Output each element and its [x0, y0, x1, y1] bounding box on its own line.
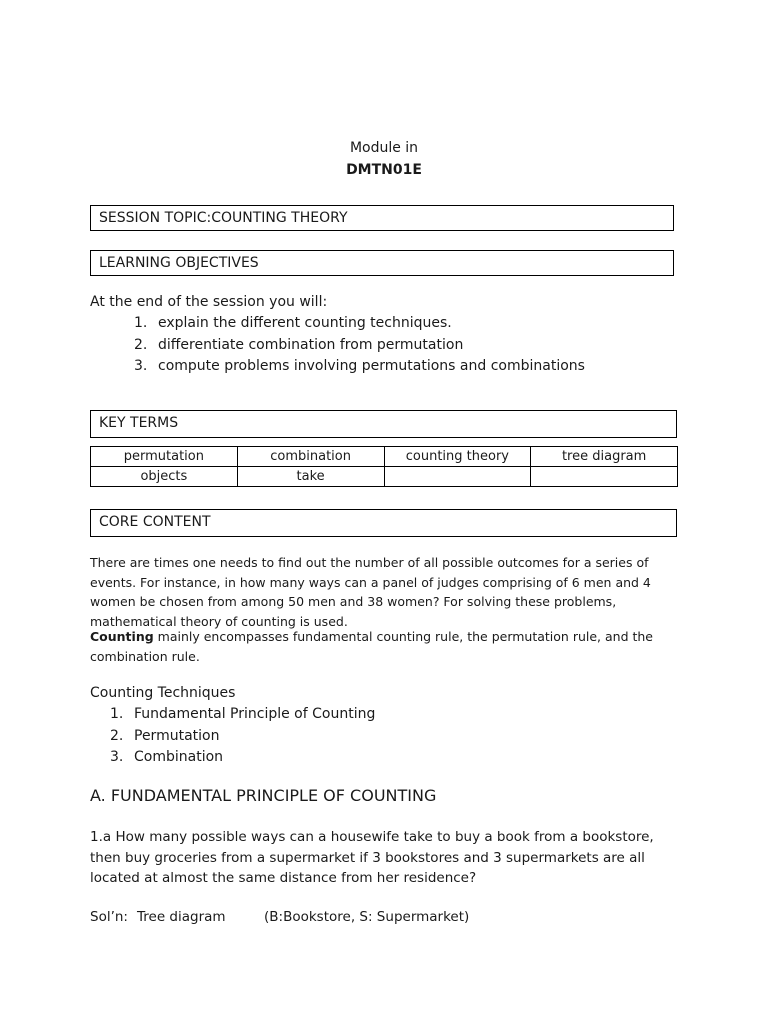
key-terms-table: [90, 446, 678, 487]
techniques-list: [110, 704, 375, 769]
core-paragraph-1: There are times one needs to find out the number of all possible outcomes for a series of events. For instance, in how many ways can a panel of judges comprising of 6 men and 4 women be chosen from among 50 men and 38 women? For solving these problems, mathematical theory of counting is used.: [90, 555, 651, 629]
list-number: 3.: [110, 749, 124, 765]
course-code: DMTN01E: [346, 162, 422, 178]
objectives-list: [134, 313, 585, 378]
list-item: [134, 356, 585, 378]
counting-term: Counting: [90, 629, 154, 644]
session-topic-box: SESSION TOPIC:COUNTING THEORY: [90, 205, 674, 231]
solution-line: [90, 909, 469, 925]
list-text: explain the different counting techniques.: [158, 315, 452, 331]
list-number: 2.: [110, 727, 124, 744]
objectives-intro: At the end of the session you will:: [90, 294, 328, 310]
table-cell: objects: [91, 467, 238, 487]
list-number: 2.: [134, 336, 148, 353]
paragraph-text: mainly encompasses fundamental counting rule, the permutation rule, and the combination rule.: [90, 629, 653, 664]
table-cell: [531, 467, 678, 487]
list-text: Permutation: [134, 727, 220, 744]
solution-method: Tree diagram: [137, 909, 226, 925]
question-1a: 1.a How many possible ways can a housewife take to buy a book from a bookstore, then buy groceries from a supermarket if 3 bookstores and 3 supermarkets are all located at almost the same distance from her residence?: [90, 829, 654, 886]
counting-techniques-title: Counting Techniques: [90, 685, 236, 701]
list-text: Combination: [134, 749, 224, 765]
solution-label: Sol’n:: [90, 909, 128, 925]
section-a-heading: A. FUNDAMENTAL PRINCIPLE OF COUNTING: [90, 786, 437, 805]
learning-objectives-heading: LEARNING OBJECTIVES: [90, 250, 674, 276]
table-cell: counting theory: [384, 447, 531, 467]
table-row: [91, 467, 678, 487]
list-number: 3.: [134, 358, 148, 374]
table-row: [91, 447, 678, 467]
list-item: [110, 747, 375, 769]
list-number: 1.: [110, 706, 124, 722]
list-item: [134, 313, 585, 335]
table-cell: tree diagram: [531, 447, 678, 467]
list-number: 1.: [134, 315, 148, 331]
list-text: compute problems involving permutations and combinations: [158, 358, 585, 374]
list-item: [110, 704, 375, 726]
list-text: differentiate combination from permutation: [158, 336, 464, 353]
solution-legend: (B:Bookstore, S: Supermarket): [264, 909, 470, 925]
table-cell: permutation: [91, 447, 238, 467]
core-content-heading: CORE CONTENT: [90, 509, 677, 537]
core-paragraph-2: [90, 627, 680, 666]
list-item: [110, 726, 375, 748]
list-item: [134, 335, 585, 357]
table-cell: take: [237, 467, 384, 487]
key-terms-heading: KEY TERMS: [90, 410, 677, 438]
table-cell: [384, 467, 531, 487]
table-cell: combination: [237, 447, 384, 467]
list-text: Fundamental Principle of Counting: [134, 706, 376, 722]
module-line: Module in: [349, 140, 419, 156]
